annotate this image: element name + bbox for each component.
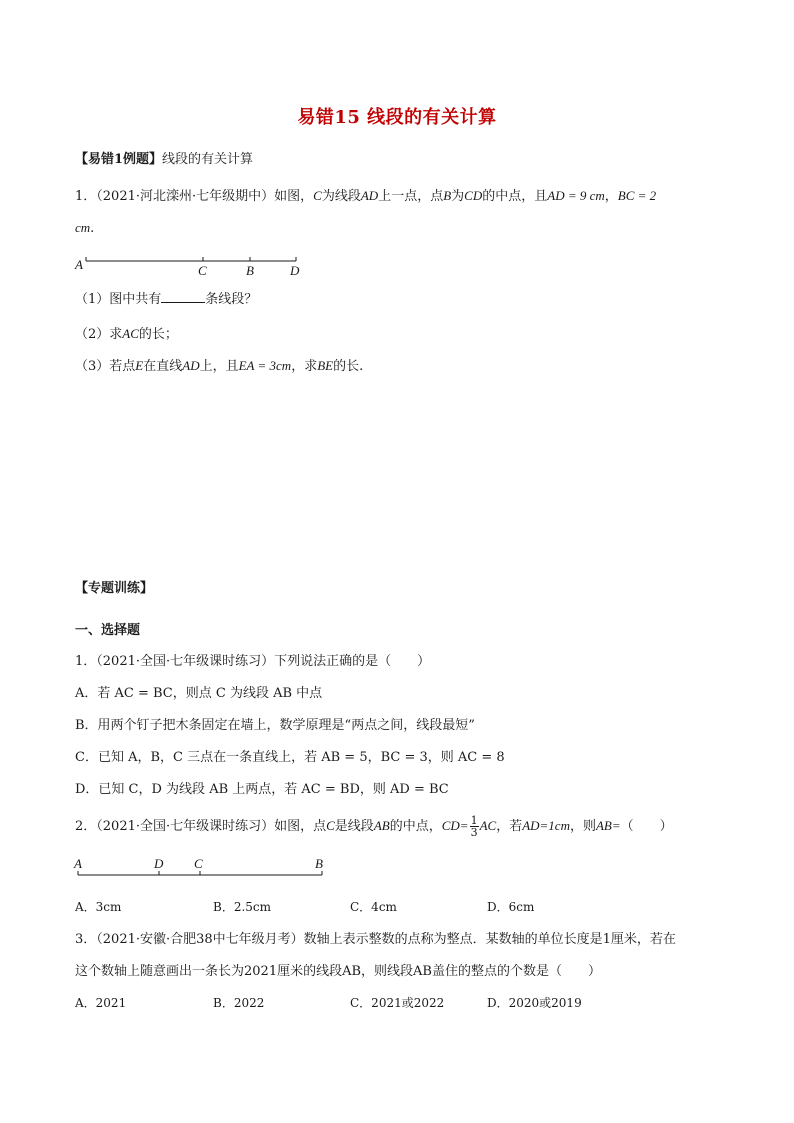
subquestion-text: 上，且 — [199, 359, 239, 374]
example-heading-label: 【易错1例题】 — [75, 152, 163, 167]
subquestion-1 — [75, 290, 257, 310]
point-label-d: D — [290, 263, 300, 278]
question-number: 1． — [75, 189, 97, 204]
problem-2-option-d[interactable]: D．6cm — [487, 900, 535, 914]
stem-text: 为 — [451, 189, 465, 204]
stem-text: （ ） — [620, 819, 673, 834]
subquestion-text: （1）图中共有 — [75, 292, 162, 307]
segment-label: AC — [479, 818, 497, 833]
problem-3-option-c[interactable]: C．2021或2022 — [350, 996, 445, 1010]
equation: BC = 2 — [617, 188, 657, 203]
example-heading-topic: 线段的有关计算 — [162, 152, 254, 167]
question-source: （2021·河北滦州·七年级期中） — [96, 189, 275, 204]
segment-label: AC — [122, 326, 139, 341]
equation: AD=1cm — [522, 818, 570, 833]
answer-blank[interactable] — [161, 290, 205, 303]
problem-2-option-c[interactable]: C．4cm — [350, 900, 397, 914]
subquestion-text: （3）若点 — [75, 359, 136, 374]
segment-figure-ab — [70, 856, 340, 884]
point-label-b: B — [246, 263, 254, 278]
point-label: E — [135, 358, 144, 373]
segment-label: BE — [317, 358, 334, 373]
subquestion-3 — [75, 356, 363, 377]
example-heading — [75, 150, 253, 170]
problem-2-option-a[interactable]: A．3cm — [75, 900, 122, 914]
segment-label: AD — [182, 358, 200, 373]
example-question-line2 — [75, 218, 94, 239]
point-label: C — [313, 188, 322, 203]
problem-1-option-c[interactable]: C．已知 A，B，C 三点在一条直线上，若 AB = 5，BC = 3，则 AC = 8 — [75, 750, 505, 765]
example-question-line1 — [75, 186, 656, 207]
problem-1-option-b[interactable]: B．用两个钉子把木条固定在墙上，数学原理是“两点之间，线段最短” — [75, 718, 475, 733]
stem-text: 上一点，点 — [378, 189, 444, 204]
stem-text: 如图， — [274, 189, 314, 204]
segment-label: AD — [360, 188, 379, 203]
subquestion-2 — [75, 324, 178, 345]
equation: EA = 3cm — [238, 358, 292, 373]
point-label: B — [443, 188, 452, 203]
fraction-one-third — [470, 815, 479, 838]
problem-1-option-d[interactable]: D．已知 C，D 为线段 AB 上两点，若 AC = BD，则 AD = BC — [75, 782, 449, 797]
stem-text: 的中点，且 — [482, 189, 548, 204]
stem-text: 为线段 — [321, 189, 361, 204]
stem-text: ，则 — [569, 819, 596, 834]
problem-3-stem-line1: 3．（2021·安徽·合肥38中七年级月考）数轴上表示整数的点称为整点．某数轴的单位长度是1厘米，若在 — [75, 932, 676, 947]
problem-1-option-a[interactable]: A．若 AC = BC，则点 C 为线段 AB 中点 — [75, 686, 323, 701]
problem-3-stem-line2: 这个数轴上随意画出一条长为2021厘米的线段AB，则线段AB盖住的整点的个数是（ ） — [75, 964, 601, 979]
separator: ， — [604, 189, 618, 204]
point-label-a: A — [75, 257, 83, 272]
point-label-d: D — [154, 856, 164, 871]
subquestion-text: ，求 — [291, 359, 318, 374]
problem-3-option-b[interactable]: B．2022 — [213, 996, 265, 1010]
subquestion-text: （2）求 — [75, 327, 123, 342]
equation: AB= — [595, 818, 621, 833]
training-heading: 【专题训练】 — [75, 581, 154, 596]
segment-figure-ad — [70, 252, 320, 282]
problem-1-stem: 1．（2021·全国·七年级课时练习）下列说法正确的是（ ） — [75, 654, 431, 669]
subquestion-text: 条线段？ — [205, 292, 258, 307]
stem-text: 是线段 — [334, 819, 374, 834]
unit-text: cm — [75, 220, 91, 235]
equation: AD = 9 cm — [547, 188, 605, 203]
point-label-b: B — [315, 856, 323, 871]
problem-2-stem — [75, 815, 673, 838]
segment-label: CD — [464, 188, 483, 203]
equation: CD= — [441, 818, 469, 833]
segment-label: AB — [373, 818, 390, 833]
subquestion-text: 的长. — [333, 359, 364, 374]
point-label: C — [326, 818, 335, 833]
fraction-numerator: 1 — [470, 814, 478, 827]
stem-text: 的中点， — [389, 819, 442, 834]
subquestion-text: 在直线 — [143, 359, 183, 374]
problem-3-option-d[interactable]: D．2020或2019 — [487, 996, 582, 1010]
fraction-denominator: 3 — [470, 826, 478, 839]
point-label-a: A — [74, 856, 82, 871]
point-label-c: C — [194, 856, 203, 871]
subquestion-text: 的长； — [138, 327, 178, 342]
part-heading: 一、选择题 — [75, 623, 141, 638]
stem-text: ，若 — [496, 819, 523, 834]
stem-text: 2．（2021·全国·七年级课时练习）如图，点 — [75, 819, 327, 834]
document-title: 易错15 线段的有关计算 — [297, 107, 497, 128]
problem-3-option-a[interactable]: A．2021 — [75, 996, 127, 1010]
problem-2-option-b[interactable]: B．2.5cm — [213, 900, 272, 914]
point-label-c: C — [198, 263, 207, 278]
period: . — [90, 221, 95, 236]
